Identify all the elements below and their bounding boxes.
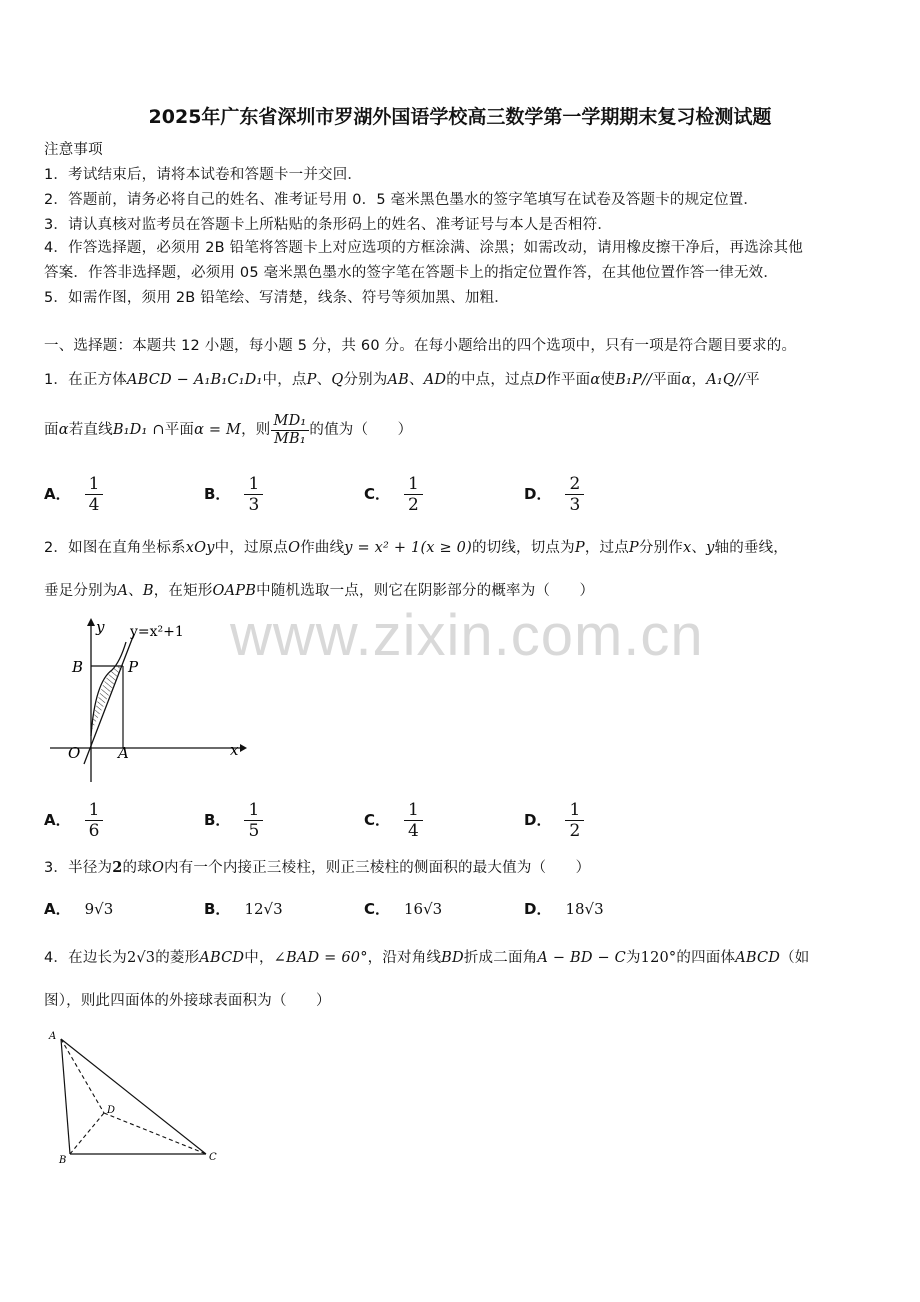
edge-AB: [61, 1039, 70, 1154]
ratio-fraction: $\frac{\text{MD₁}}{\text{MB₁}}$: [271, 413, 310, 447]
notice-item: 3．请认真核对监考员在答题卡上所粘贴的条形码上的姓名、准考证号与本人是否相符．: [44, 217, 613, 233]
notice-item: 答案．作答非选择题，必须用 05 毫米黑色墨水的签字笔在答题卡上的指定位置作答，在其他位置作答一律无效．: [44, 265, 779, 281]
vertex-C: C: [209, 1152, 217, 1163]
option-b[interactable]: B． 12√3: [204, 900, 283, 918]
label-B: B: [72, 658, 84, 676]
question-4-line-1: 4．在边长为2√3的菱形ABCD中，∠BAD = 60°，沿对角线BD折成二面角A − BD − C为120°的四面体ABCD（如: [44, 950, 810, 966]
vertex-A: A: [49, 1031, 57, 1042]
option-a[interactable]: A． 9√3: [44, 900, 114, 918]
vertex-B: B: [59, 1155, 67, 1166]
tetrahedron-figure: [40, 1024, 240, 1169]
option-d[interactable]: D． 18√3: [524, 900, 604, 918]
notice-item: 2．答题前，请务必将自己的姓名、准考证号用 0．5 毫米黑色墨水的签字笔填写在试卷及答题卡的规定位置．: [44, 192, 759, 208]
option-a[interactable]: A． $\frac{1}{4}$: [44, 474, 103, 516]
notice-heading: 注意事项: [44, 142, 103, 158]
x-arrow-icon: [240, 744, 247, 752]
label-y: y: [96, 618, 105, 636]
label-x: x: [230, 741, 239, 759]
edge-AC: [61, 1039, 206, 1154]
y-arrow-icon: [87, 618, 95, 626]
label-O: O: [68, 744, 81, 762]
option-d[interactable]: D． $\frac{1}{2}$: [524, 800, 584, 842]
notice-item: 1．考试结束后，请将本试卷和答题卡一并交回．: [44, 167, 363, 183]
question-2-line-1: 2．如图在直角坐标系xOy中，过原点O作曲线y = x² + 1(x ≥ 0)的切线，切点为P，过点P分别作x、y轴的垂线，: [44, 540, 788, 556]
notice-item: 4．作答选择题，必须用 2B 铅笔将答题卡上对应选项的方框涂满、涂黑；如需改动，请用橡皮擦干净后，再选涂其他: [44, 240, 803, 256]
section-heading: 一、选择题：本题共 12 小题，每小题 5 分，共 60 分。在每小题给出的四个选项中，只有一项是符合题目要求的。: [44, 338, 797, 354]
option-b[interactable]: B． $\frac{1}{5}$: [204, 800, 263, 842]
option-d[interactable]: D． $\frac{2}{3}$: [524, 474, 584, 516]
tangent-figure: [40, 612, 260, 787]
question-4-line-2: 图），则此四面体的外接球表面积为（ ）: [44, 993, 331, 1009]
edge-AD: [61, 1039, 104, 1113]
label-curve: y=x²+1: [130, 624, 184, 640]
question-1-line-2: 面α若直线B₁D₁ ∩平面α = M，则 $\frac{\text{MD₁}}{\text{MB₁}}$ 的值为（ ）: [44, 413, 413, 447]
question-3: 3．半径为2的球O内有一个内接正三棱柱，则正三棱柱的侧面积的最大值为（ ）: [44, 859, 591, 876]
edge-CD: [104, 1113, 206, 1154]
edge-BD: [70, 1113, 104, 1154]
watermark: www.zixin.com.cn: [230, 603, 704, 668]
page-title: 2025年广东省深圳市罗湖外国语学校高三数学第一学期期末复习检测试题: [148, 106, 772, 128]
vertex-D: D: [107, 1105, 116, 1116]
question-1-line-1: 1．在正方体ABCD − A₁B₁C₁D₁中，点P、Q分别为AB、AD的中点，过点D作平面α使B₁P//平面α，A₁Q//平: [44, 372, 760, 388]
label-P: P: [128, 658, 139, 676]
question-2-line-2: 垂足分别为A、B，在矩形OAPB中随机选取一点，则它在阴影部分的概率为（ ）: [44, 583, 595, 599]
option-c[interactable]: C． $\frac{1}{2}$: [364, 474, 423, 516]
option-c[interactable]: C． 16√3: [364, 900, 443, 918]
option-c[interactable]: C． $\frac{1}{4}$: [364, 800, 423, 842]
notice-item: 5．如需作图，须用 2B 铅笔绘、写清楚，线条、符号等须加黑、加粗．: [44, 290, 509, 306]
label-A: A: [118, 744, 129, 762]
option-a[interactable]: A． $\frac{1}{6}$: [44, 800, 103, 842]
option-b[interactable]: B． $\frac{1}{3}$: [204, 474, 263, 516]
